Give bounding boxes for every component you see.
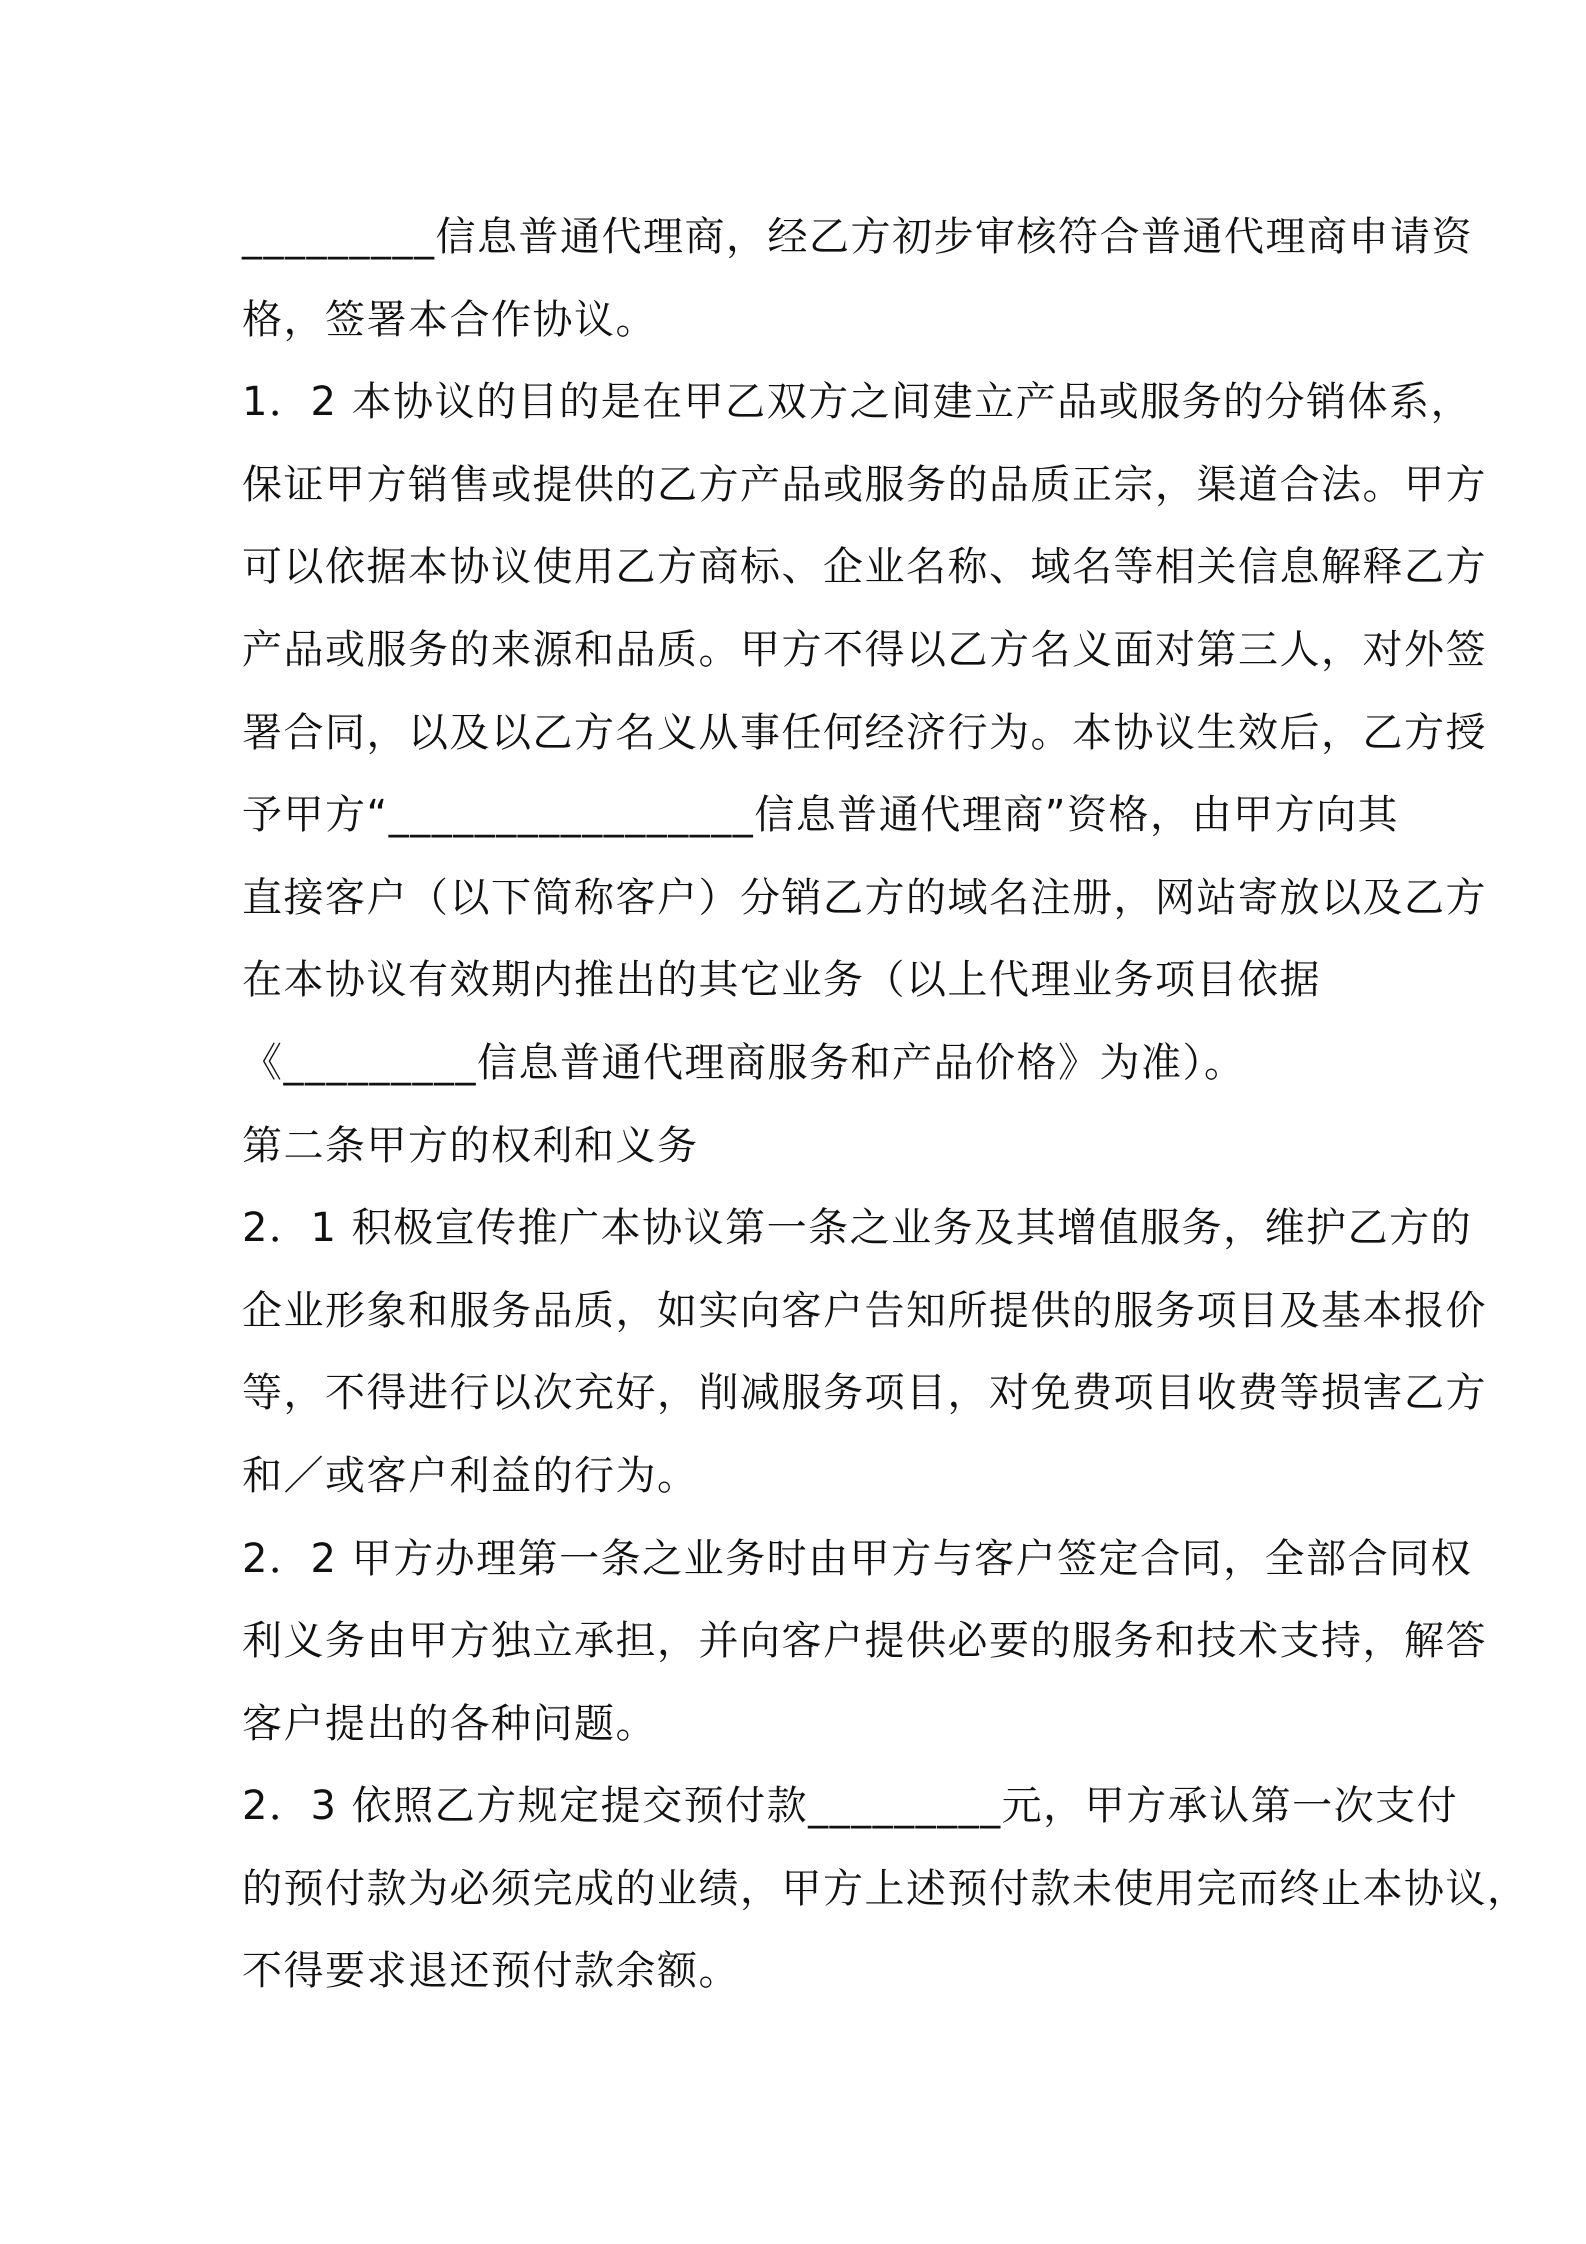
paragraph-line: 予甲方“_________________信息普通代理商”资格，由甲方向其 [242,792,1399,839]
section-heading: 第二条甲方的权利和义务 [242,1122,699,1169]
paragraph-line: 和／或客户利益的行为。 [242,1452,699,1499]
document-body [242,196,1529,2013]
clause-2-2-line: 2．2 甲方办理第一条之业务时由甲方与客户签定合同，全部合同权 [242,1535,1473,1582]
paragraph-line: 产品或服务的来源和品质。甲方不得以乙方名义面对第三人，对外签 [242,626,1487,673]
clause-1-2-line: 1．2 本协议的目的是在甲乙双方之间建立产品或服务的分销体系， [242,379,1473,426]
clause-2-3-line: 2．3 依照乙方规定提交预付款_________元，甲方承认第一次支付 [242,1783,1459,1830]
paragraph-line: 不得要求退还预付款余额。 [242,1948,740,1995]
paragraph-line: 在本协议有效期内推出的其它业务（以上代理业务项目依据 [242,957,1321,1004]
paragraph-line: 等，不得进行以次充好，削减服务项目，对免费项目收费等损害乙方 [242,1370,1487,1417]
paragraph-line: 署合同，以及以乙方名义从事任何经济行为。本协议生效后，乙方授 [242,709,1487,756]
paragraph-line: 企业形象和服务品质，如实向客户告知所提供的服务项目及基本报价 [242,1287,1487,1334]
paragraph-line: 格，签署本合作协议。 [242,296,657,343]
paragraph-line: _________信息普通代理商，经乙方初步审核符合普通代理商申请资 [242,214,1473,260]
paragraph-line: 《_________信息普通代理商服务和产品价格》为准）。 [242,1039,1246,1086]
paragraph-line: 利义务由甲方独立承担，并向客户提供必要的服务和技术支持，解答 [242,1618,1487,1665]
paragraph-line: 直接客户（以下简称客户）分销乙方的域名注册，网站寄放以及乙方 [242,874,1487,921]
paragraph-line: 客户提出的各种问题。 [242,1700,657,1747]
paragraph-line: 的预付款为必须完成的业绩，甲方上述预付款未使用完而终止本协议， [242,1865,1529,1912]
clause-2-1-line: 2．1 积极宣传推广本协议第一条之业务及其增值服务，维护乙方的 [242,1205,1473,1252]
paragraph-line: 保证甲方销售或提供的乙方产品或服务的品质正宗，渠道合法。甲方 [242,461,1487,508]
paragraph-line: 可以依据本协议使用乙方商标、企业名称、域名等相关信息解释乙方 [242,544,1487,591]
